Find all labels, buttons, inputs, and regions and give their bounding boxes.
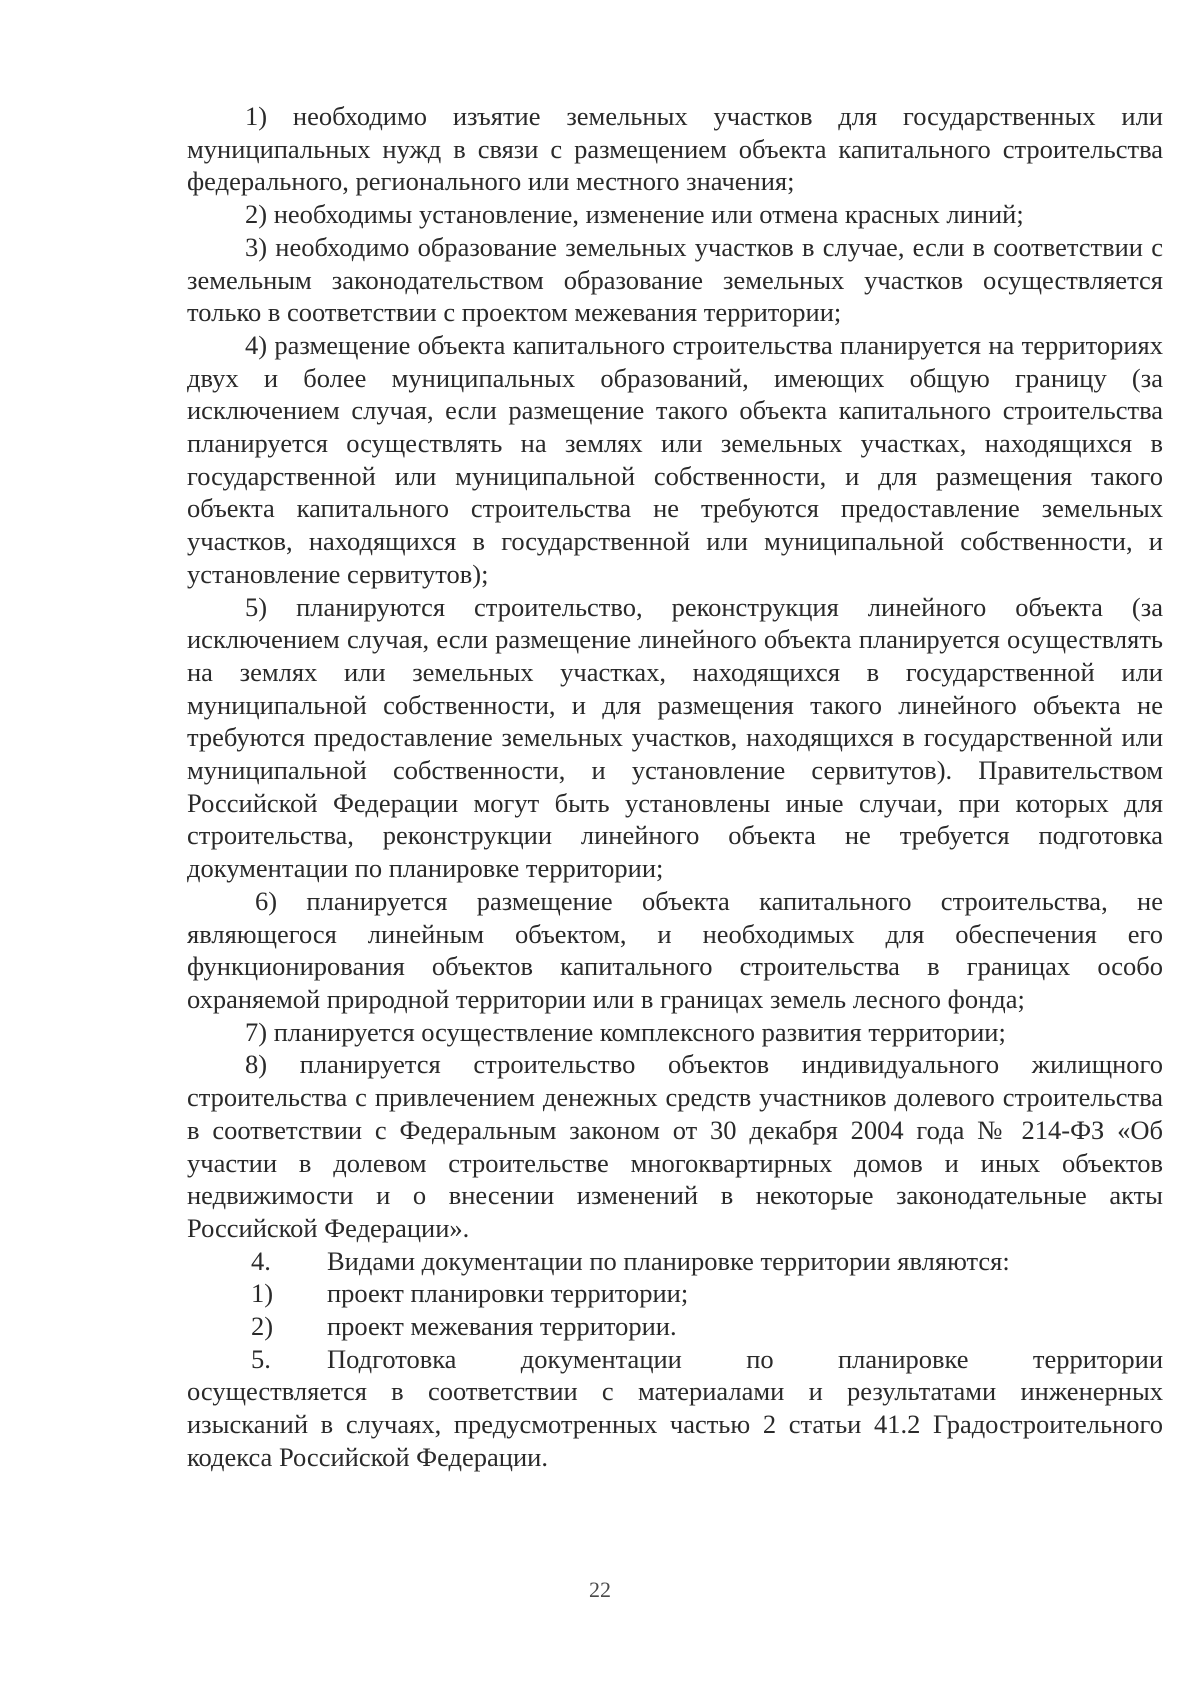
section-4-list-item (187, 1310, 1163, 1343)
section-5-first-line (187, 1343, 1163, 1376)
paragraph-item-5: 5) планируются строительство, реконструкция линейного объекта (за исключением случая, если размещение линейного объекта планируется осуществлять на землях или земельных участках, находящихся в государственной или муниципальной собственности, и для размещения такого линейного объекта не требуются предоставление земельных участков, находящихся в государственной или муниципальной собственности, и установление сервитутов). Правительством Российской Федерации могут быть установлены иные случаи, при которых для строительства, реконструкции линейного объекта не требуется подготовка документации по планировке территории; (187, 591, 1163, 884)
paragraph-item-1: 1) необходимо изъятие земельных участков для государственных или муниципальных нужд в связи с размещением объекта капитального строительства федерального, регионального или местного значения; (187, 101, 1163, 197)
paragraph-item-7: 7) планируется осуществление комплексного развития территории; (245, 1016, 1006, 1047)
paragraph-item-3: 3) необходимо образование земельных участков в случае, если в соответствии с земельным законодательством образование земельных участков осуществляется только в соответствии с проектом межевания территории; (187, 231, 1163, 328)
section-4-heading (187, 1245, 1163, 1278)
paragraph-item-6: 6) планируется размещение объекта капитального строительства, не являющегося линейным объектом, и необходимых для обеспечения его функционирования объектов капитального строительства в границах особо охраняемой природной территории или в границах земель лесного фонда; (187, 885, 1163, 1014)
section-5-continuation: осуществляется в соответствии с материалами и результатами инженерных изысканий в случаях, предусмотренных частью 2 статьи 41.2 Градостроительного кодекса Российской Федерации. (187, 1376, 1163, 1472)
paragraph-item-8: 8) планируется строительство объектов индивидуального жилищного строительства с привлечением денежных средств участников долевого строительства в соответствии с Федеральным законом от 30 декабря 2004 года № 214-ФЗ «Об участии в долевом строительстве многоквартирных домов и иных объектов недвижимости и о внесении изменений в некоторые законодательные акты Российской Федерации». (187, 1049, 1163, 1243)
document-body (187, 100, 1163, 1474)
list-item-text: проект планировки территории; (327, 1278, 689, 1309)
section-4-number: 4. (251, 1245, 271, 1276)
section-4-list-item (187, 1277, 1163, 1310)
list-item-text: проект межевания территории. (327, 1311, 677, 1342)
list-item-number: 1) (251, 1278, 274, 1309)
section-5-first-text: Подготовка документации по планировке территории (327, 1343, 1163, 1374)
page-number: 22 (589, 1577, 611, 1602)
paragraph-item-2: 2) необходимы установление, изменение или отмена красных линий; (245, 199, 1024, 230)
list-item-number: 2) (251, 1311, 274, 1342)
section-4-text: Видами документации по планировке территории являются: (327, 1245, 1010, 1276)
section-5-number: 5. (251, 1343, 271, 1374)
paragraph-item-4: 4) размещение объекта капитального строительства планируется на территориях двух и более муниципальных образований, имеющих общую границу (за исключением случая, если размещение такого объекта капитального строительства планируется осуществлять на землях или земельных участках, находящихся в государственной или муниципальной собственности, и для размещения такого объекта капитального строительства не требуются предоставление земельных участков, находящихся в государственной или муниципальной собственности, и установление сервитутов); (187, 329, 1163, 589)
